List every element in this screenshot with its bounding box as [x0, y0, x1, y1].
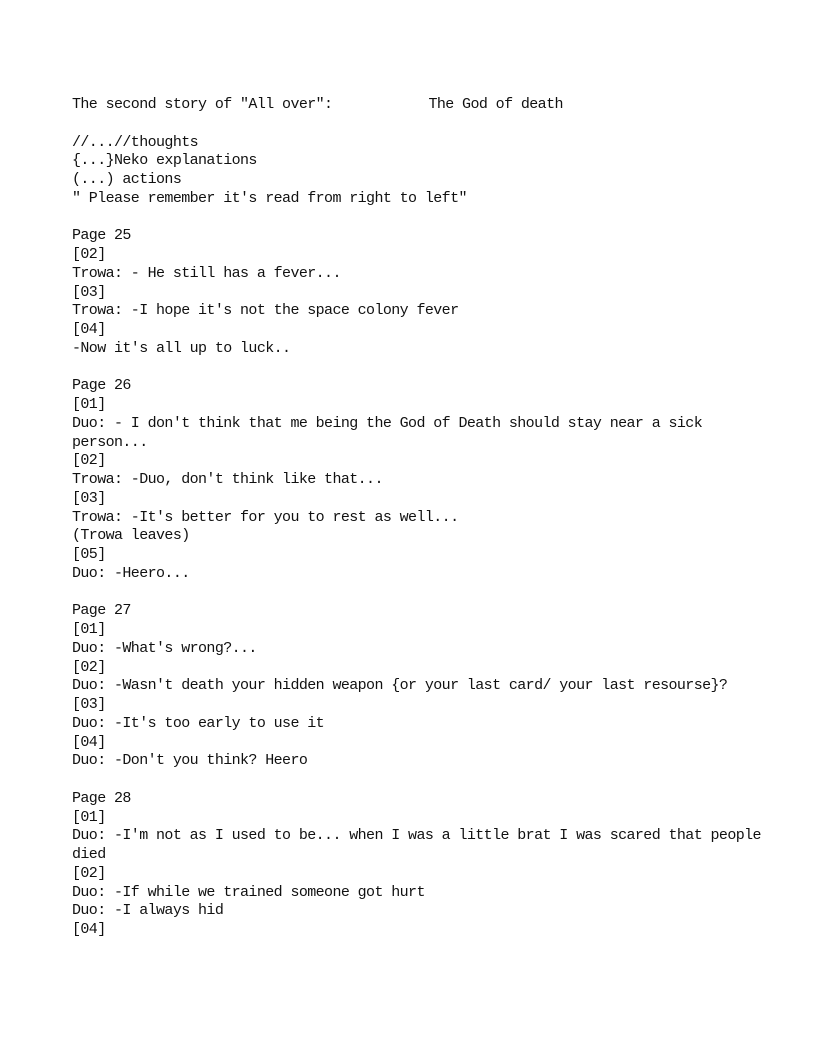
- dialogue-line: Trowa: - He still has a fever...: [72, 264, 341, 282]
- dialogue-line: Duo: -If while we trained someone got hurt: [72, 883, 425, 901]
- panel-number: [03]: [72, 696, 106, 713]
- story-title: The God of death: [428, 96, 563, 113]
- panel-number: [01]: [72, 396, 106, 413]
- legend-actions: (...) actions: [72, 171, 182, 188]
- section-page-27: [72, 602, 772, 771]
- story-header: [72, 96, 772, 115]
- panel-number: [02]: [72, 658, 106, 676]
- panel-number: [04]: [72, 321, 106, 338]
- dialogue-line: Trowa: -I hope it's not the space colony fever: [72, 302, 459, 320]
- panel-number: [04]: [72, 733, 106, 751]
- panel-number: [02]: [72, 452, 106, 470]
- legend-explanations: {...}Neko explanations: [72, 152, 257, 170]
- section-page-25: [72, 227, 772, 358]
- action-line: (Trowa leaves): [72, 527, 190, 545]
- dialogue-line: Trowa: -It's better for you to rest as well...: [72, 508, 459, 526]
- panel-number: [03]: [72, 283, 106, 301]
- document-page: [72, 96, 772, 940]
- dialogue-line: Trowa: -Duo, don't think like that...: [72, 471, 383, 488]
- legend-thoughts: //...//thoughts: [72, 133, 199, 151]
- section-heading: Page 28: [72, 789, 131, 807]
- panel-number: [01]: [72, 621, 106, 638]
- legend-reading-note: " Please remember it's read from right to left": [72, 189, 467, 207]
- story-label: The second story of "All over":: [72, 96, 333, 113]
- dialogue-line: Duo: -What's wrong?...: [72, 639, 257, 657]
- legend-block: [72, 134, 772, 209]
- section-page-28: [72, 790, 772, 940]
- section-heading: Page 26: [72, 377, 131, 395]
- dialogue-line: Duo: -Heero...: [72, 564, 190, 582]
- dialogue-line: Duo: - I don't think that me being the God of Death should stay near a sick person...: [72, 414, 703, 451]
- panel-number: [01]: [72, 808, 106, 826]
- dialogue-line: Duo: -I always hid: [72, 902, 224, 920]
- panel-number: [04]: [72, 921, 106, 938]
- panel-number: [02]: [72, 246, 106, 263]
- panel-number: [03]: [72, 489, 106, 507]
- section-heading: Page 25: [72, 227, 131, 245]
- section-heading: Page 27: [72, 602, 131, 620]
- dialogue-line: Duo: -I'm not as I used to be... when I was a little brat I was scared that people died: [72, 827, 761, 863]
- dialogue-line: Duo: -It's too early to use it: [72, 714, 325, 732]
- dialogue-line: Duo: -Wasn't death your hidden weapon {or your last card/ your last resourse}?: [72, 677, 728, 695]
- dialogue-line: Duo: -Don't you think? Heero: [72, 752, 308, 770]
- dialogue-line: -Now it's all up to luck..: [72, 339, 291, 357]
- panel-number: [05]: [72, 546, 106, 563]
- panel-number: [02]: [72, 864, 106, 882]
- section-page-26: [72, 377, 772, 583]
